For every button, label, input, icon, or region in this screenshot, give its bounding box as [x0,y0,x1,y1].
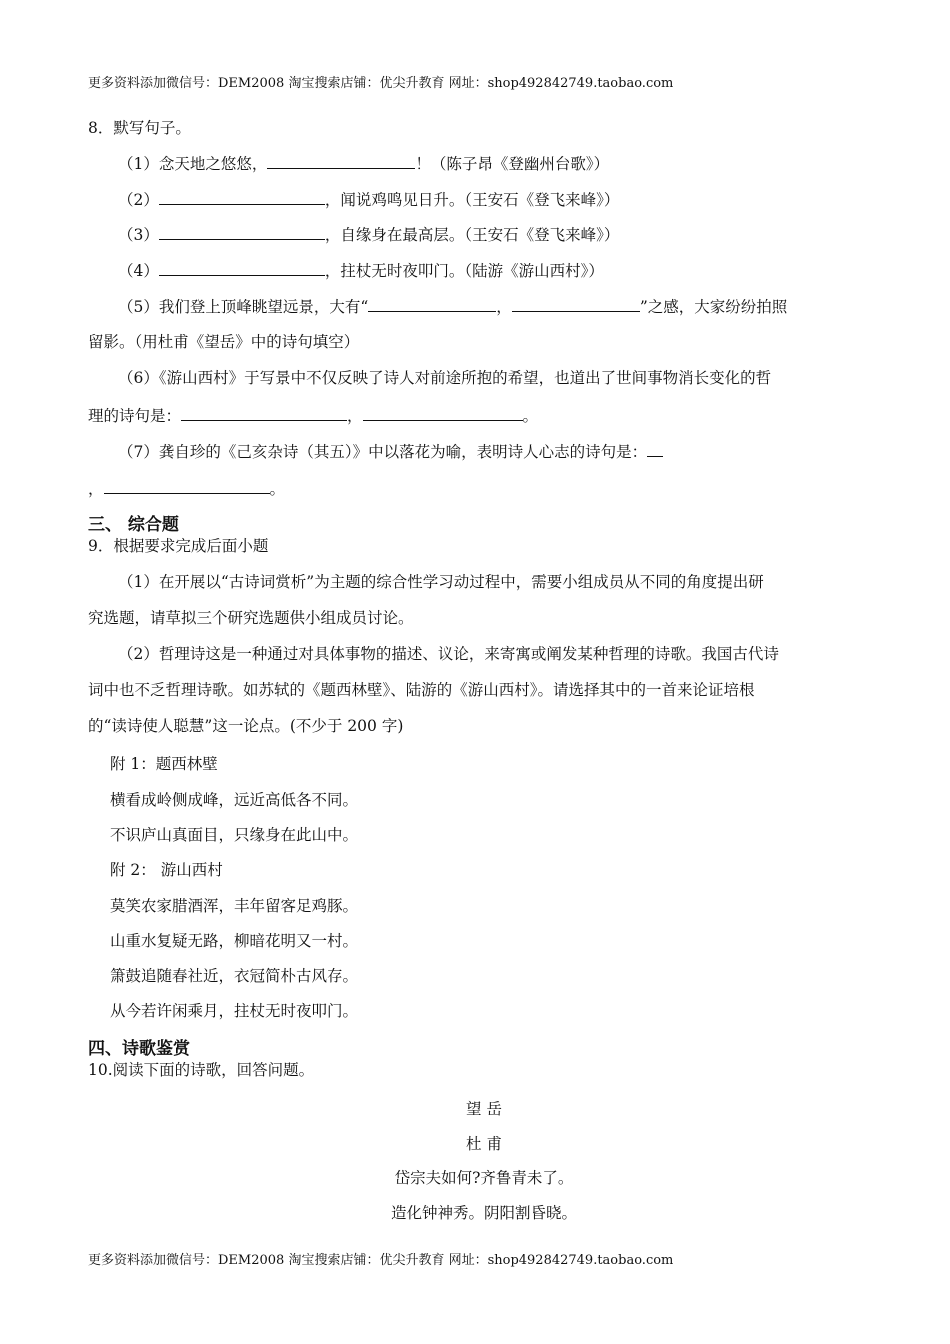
section-4-heading: 四、诗歌鉴赏 [88,1039,190,1059]
answer-blank[interactable] [368,296,496,312]
q8-item-4-text-a: （4） [118,262,159,280]
q8-item-7-text: （7）龚自珍的《己亥杂诗（其五）》中以落花为喻，表明诗人心志的诗句是： [118,443,648,461]
answer-blank[interactable] [267,153,415,169]
attachment-2-line-1: 莫笑农家腊酒浑，丰年留客足鸡豚。 [110,897,359,915]
answer-blank[interactable] [104,478,270,494]
q8-item-6-line1: （6）《游山西村》于写景中不仅反映了诗人对前途所抱的希望，也道出了世间事物消长变化的哲 [118,369,772,387]
attachment-1-line-1: 横看成岭侧成峰，远近高低各不同。 [110,791,359,809]
q8-item-1-text-b: ！（陈子昂《登幽州台歌》） [415,155,610,173]
q8-item-2-text-a: （2） [118,191,159,209]
q8-item-3-text-b: ，自缘身在最高层。（王安石《登飞来峰》） [324,226,620,244]
answer-blank[interactable] [647,441,663,457]
q9-part2-line3: 的“读诗使人聪慧”这一论点。(不少于 200 字) [88,717,404,735]
q8-item-7-text-b: 。 [269,480,286,498]
answer-blank[interactable] [181,405,347,421]
poem-title: 望 岳 [466,1100,502,1118]
q8-item-1-text-a: （1）念天地之悠悠， [118,155,268,173]
q8-item-5-text-a: （5）我们登上顶峰眺望远景，大有“ [118,298,369,316]
answer-blank[interactable] [363,405,523,421]
attachment-2-line-3: 箫鼓追随春社近，衣冠简朴古风存。 [110,967,359,985]
section-3-heading: 三、 综合题 [88,515,179,535]
q8-item-6-text-a: 理的诗句是： [88,407,182,425]
q8-item-6-line2 [88,405,538,426]
attachment-2-line-4: 从今若许闲乘月，拄杖无时夜叩门。 [110,1002,359,1020]
q9-title: 9．根据要求完成后面小题 [88,537,269,555]
q8-item-7-line2 [88,478,285,499]
poem-line-1: 岱宗夫如何?齐鲁青未了。 [394,1169,574,1187]
poem-author: 杜 甫 [466,1135,502,1153]
q9-part1-line1: （1）在开展以“古诗词赏析”为主题的综合性学习动过程中，需要小组成员从不同的角度提出研 [118,573,764,591]
q8-item-5 [118,296,787,317]
q8-item-5-line2: 留影。（用杜甫《望岳》中的诗句填空） [88,333,360,351]
attachment-1-line-2: 不识庐山真面目，只缘身在此山中。 [110,826,359,844]
q8-item-6-text-c: 。 [522,407,539,425]
page-header: 更多资料添加微信号：DEM2008 淘宝搜索店铺：优尖升教育 网址：shop492842749.taobao.com [88,76,674,91]
q8-item-7-text-a: ， [88,480,104,498]
q8-item-5-text-c: ”之感，大家纷纷拍照 [639,298,788,316]
answer-blank[interactable] [159,260,325,276]
q8-item-3 [118,224,619,245]
attachment-2-title: 附 2： 游山西村 [110,861,223,879]
answer-blank[interactable] [512,296,640,312]
attachment-2-line-2: 山重水复疑无路，柳暗花明又一村。 [110,932,359,950]
q8-item-1 [118,153,609,174]
q8-item-3-text-a: （3） [118,226,159,244]
answer-blank[interactable] [159,224,325,240]
q8-item-4 [118,260,604,281]
q8-item-5-text-b: ， [496,298,512,316]
q8-item-7-line1 [118,441,663,462]
q8-title: 8．默写句子。 [88,119,191,137]
attachment-1-title: 附 1：题西林壁 [110,755,218,773]
poem-line-2: 造化钟神秀。阴阳割昏晓。 [390,1204,577,1222]
q8-item-6-text-b: ， [347,407,363,425]
q9-part2-line2: 词中也不乏哲理诗歌。如苏轼的《题西林壁》、陆游的《游山西村》。请选择其中的一首来论证培根 [88,681,755,699]
q9-part1-line2: 究选题，请草拟三个研究选题供小组成员讨论。 [88,609,414,627]
q8-item-2 [118,189,619,210]
q10-title: 10.阅读下面的诗歌，回答问题。 [88,1061,315,1079]
page-footer: 更多资料添加微信号：DEM2008 淘宝搜索店铺：优尖升教育 网址：shop492842749.taobao.com [88,1253,674,1268]
q9-part2-line1: （2）哲理诗这是一种通过对具体事物的描述、议论，来寄寓或阐发某种哲理的诗歌。我国古代诗 [118,645,779,663]
answer-blank[interactable] [159,189,325,205]
q8-item-2-text-b: ，闻说鸡鸣见日升。（王安石《登飞来峰》） [324,191,620,209]
q8-item-4-text-b: ，拄杖无时夜叩门。（陆游《游山西村》） [324,262,604,280]
